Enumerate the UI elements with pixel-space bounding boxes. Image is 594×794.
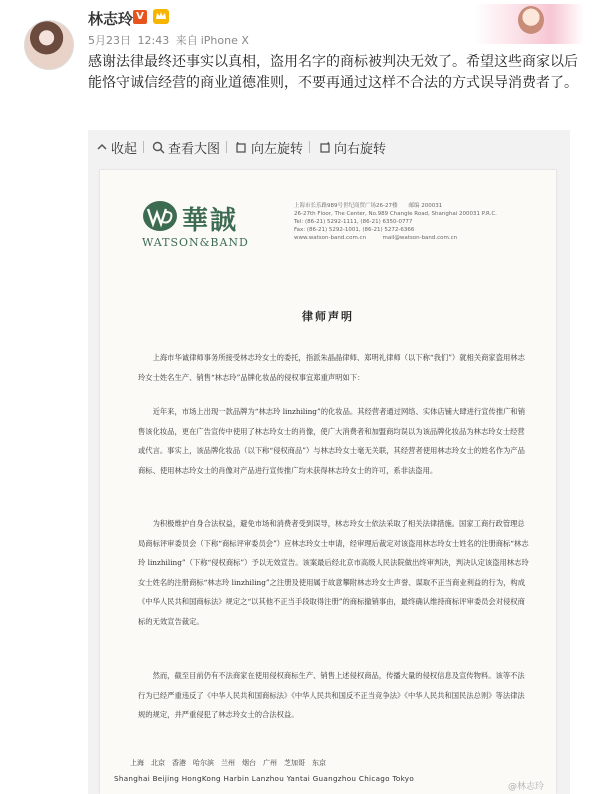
letter-paragraph: 上海市华诚律师事务所接受林志玲女士的委托，指派朱晶晶律师、郑明礼律师（以下称“我们”）就相关商家盗用林志玲女士姓名生产、销售“林志玲”品牌化妆品的侵权事宜郑重声明如下： [138, 353, 525, 382]
address-line: 26-27th Floor, The Center, No.989 Changle Road, Shanghai 200031 P.R.C. [294, 211, 497, 217]
logo-english: WATSON&BAND [142, 236, 249, 249]
letter-image[interactable] [100, 170, 556, 794]
letter-paragraph: 为积极维护自身合法权益，避免市场和消费者受到误导，林志玲女士依法采取了相关法律措施。国家工商行政管理总局商标评审委员会（下称“商标评审委员会”）应林志玲女士申请，经审理后裁定对该盗用林志玲女士姓名的注册商标“林志玲 linzhiling”（下称“侵权商标”）予以无效宣告。该案最后经北京市高级人民法院做出终审判决，判决认定该盗用林志玲女士姓名的注册商标“林志玲 linzhiling”之注册及使用属于故意攀附林志玲女士声誉、谋取不正当商业利益的行为，构成《中华人民共和国商标法》规定之“以其他不正当手段取得注册”的商标撤销事由，最终确认维持商标评审委员会对侵权商标的无效宣告裁定。 [138, 519, 529, 626]
letter-title: 律师声明 [302, 310, 354, 323]
logo-chinese: 華誠 [182, 206, 239, 236]
watson-band-logo-icon [142, 200, 178, 232]
view-large-label: 查看大图 [168, 141, 221, 157]
rotate-left-icon [235, 141, 248, 154]
address-line: www.watson-band.com.cn mail@watson-band.com.cn [294, 235, 458, 241]
username[interactable]: 林志玲 [88, 10, 134, 28]
toolbar-divider [226, 141, 227, 153]
post-meta [88, 32, 252, 48]
post-header [0, 0, 594, 60]
address-line: Fax: (86-21) 5292-1001, (86-21) 5272-6366 [294, 227, 415, 233]
rotate-right-icon [318, 141, 331, 154]
crown-icon[interactable] [152, 8, 170, 25]
letterhead-address [294, 202, 534, 242]
address-line: 上海市长乐路989号世纪商贸广场26-27楼 邮编 200031 [294, 203, 443, 209]
collapse-label: 收起 [111, 141, 138, 157]
letter-paragraph: 近年来，市场上出现一款品牌为“林志玲 linzhiling”的化妆品。其经营者通过网络、实体店铺大肆进行宣传推广和销售该化妆品，更在广告宣传中使用了林志玲女士的肖像，使广大消费者和加盟商均误以为该品牌化妆品为林志玲女士经营或代言。事实上，该品牌化妆品（以下称“侵权商品”）与林志玲女士毫无关联，其经营者使用林志玲女士的姓名作为产品商标、使用林志玲女士的肖像对产品进行宣传推广均未获得林志玲女士的许可，系非法盗用。 [138, 407, 526, 475]
toolbar-divider [143, 141, 144, 153]
post-source[interactable]: iPhone X [200, 34, 249, 47]
watermark: @林志玲 [507, 782, 544, 792]
toolbar-divider [309, 141, 310, 153]
rotate-right-button[interactable] [318, 138, 386, 157]
decoration-face-icon [518, 6, 544, 34]
post-text: 感谢法律最终还事实以真相，盗用名字的商标被判决无效了。希望这些商家以后能恪守诚信经营的商业道德准则，不要再通过这样不合法的方式误导消费者了。 [88, 54, 578, 91]
collapse-icon [96, 141, 108, 153]
verified-badge[interactable]: V [133, 10, 147, 24]
letter-paragraph: 然而，截至目前仍有不法商家在使用侵权商标生产、销售上述侵权商品，传播大量的侵权信息及宣传物料。该等不法行为已经严重违反了《中华人民共和国商标法》《中华人民共和国反不正当竞争法》《中华人民共和国民法总则》等法律法规的规定，并严重侵犯了林志玲女士的合法权益。 [138, 671, 525, 719]
media-toolbar [88, 130, 570, 164]
address-line: Tel: (86-21) 5292-1111, (86-21) 6350-0777 [294, 219, 413, 225]
media-viewer [88, 130, 570, 794]
collapse-button[interactable] [96, 138, 137, 157]
avatar[interactable] [24, 20, 74, 70]
source-prefix: 来自 [175, 34, 198, 47]
view-large-button[interactable] [152, 138, 220, 157]
post-time[interactable]: 12:43 [137, 34, 170, 47]
rotate-left-button[interactable] [235, 138, 303, 157]
rotate-left-label: 向左旋转 [251, 141, 304, 157]
post-date[interactable]: 5月23日 [88, 34, 131, 47]
rotate-right-label: 向右旋转 [334, 141, 387, 157]
office-cities-en: Shanghai Beijing HongKong Harbin Lanzhou Yantai Guangzhou Chicago Tokyo [114, 774, 415, 783]
office-cities-cn: 上海 北京 香港 哈尔滨 兰州 烟台 广州 芝加哥 东京 [130, 759, 326, 767]
magnify-icon [152, 141, 165, 154]
